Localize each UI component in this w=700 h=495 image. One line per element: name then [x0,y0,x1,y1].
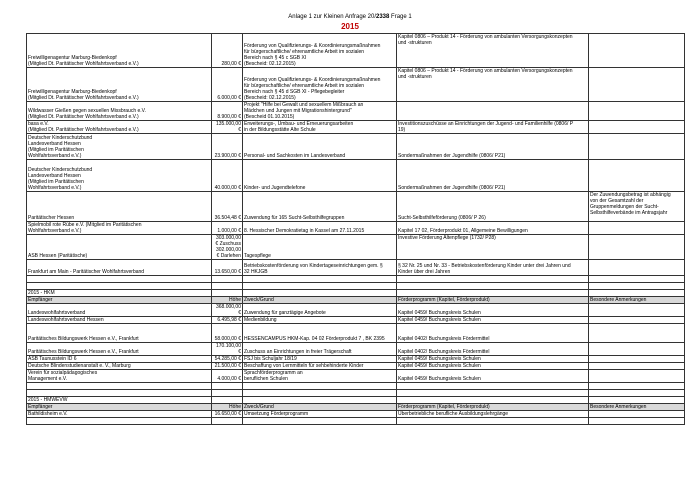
section-title: 2015 - HMWEVW [27,397,212,404]
empty-cell [589,418,685,425]
table-row [27,160,685,192]
recipient-cell: Landeswohlfahrtsverband Hessen [27,317,212,324]
program-cell: § 32 Nr. 25 und Nr. 33 - Betriebskostenförderung Kinder unter drei Jahren und Kinder über drei Jahren [397,260,589,276]
column-header-amount: Höhe [212,297,243,304]
empty-cell [589,390,685,397]
recipient-cell: Deutsche Blindenstudienanstalt e. V., Marburg [27,363,212,370]
column-header-remarks: Besondere Anmerkungen [589,404,685,411]
remarks-cell [589,411,685,418]
recipient-cell: Freiwilligenagentur Marburg-Biedenkopf (Mitglied Dt. Paritätischer Wohlfahrtsverband e.V.) [27,34,212,68]
empty-cell [589,383,685,390]
year-heading: 2015 [341,22,359,31]
amount-cell: 1.000,00 € [212,222,243,235]
remarks-cell [589,34,685,68]
empty-cell [397,276,589,283]
program-cell: Sondermaßnahmen der Jugendhilfe (0806/ P21) [397,134,589,160]
header-number: 2338 [376,14,390,20]
purpose-cell: Förderung von Qualifizierungs- & Koordinierungsmaßnahmen für bürgerschaftliche/ ehrenamtliche Arbeit im sozialen Bereich nach § 45 d SGB XI - Pflegebegleiter (Bescheid: 02.12.2015) [243,68,397,102]
empty-cell [397,390,589,397]
recipient-cell: Deutscher Kinderschutzbund Landesverband Hessen (Mitglied im Paritätischen Wohlfahrtsverband e.V.) [27,160,212,192]
remarks-cell [589,121,685,134]
empty-cell [243,383,397,390]
table-row [27,260,685,276]
table-row [27,363,685,370]
table-row [27,222,685,235]
program-cell: Kapitel 0459/ Buchungskreis Schulen [397,317,589,324]
recipient-cell: Spielmobil rote Rübe e.V. (Mitglied im Paritätischen Wohlfahrtsverband e.V.) [27,222,212,235]
header-prefix: Anlage 1 zur Kleinen Anfrage 20/ [288,14,376,20]
empty-cell [212,276,243,283]
amount-cell: 170.100,00 € [212,343,243,356]
amount-cell: 368.000,00 € [212,304,243,317]
recipient-cell: Paritätischer Hessen [27,192,212,222]
program-cell: Sucht-Selbsthilfeförderung (0806/ P 26) [397,192,589,222]
amount-cell: 303.000,00 € Zuschuss 302.000,00 € Darlehen [212,235,243,260]
program-cell: Kapitel 0459/ Buchungskreis Schulen [397,370,589,383]
amount-cell: 135.000,00 € [212,121,243,134]
funding-table [26,33,685,425]
table-row [27,102,685,121]
remarks-cell [589,356,685,363]
remarks-cell [589,222,685,235]
empty-row [27,383,685,390]
table-row [27,68,685,102]
purpose-cell: Zuschuss an Einrichtungen in freier Trägerschaft [243,343,397,356]
table-row [27,121,685,134]
hmwevw-column-header-row [27,404,685,411]
empty-cell [243,276,397,283]
purpose-cell: Personal- und Sachkosten im Landesverband [243,134,397,160]
hkm-column-header-row [27,297,685,304]
program-cell: Kapitel 0402/ Buchungskreis Fördermittel [397,343,589,356]
recipient-cell: Paritätisches Bildungswerk Hessen e.V., Frankfurt [27,343,212,356]
program-cell: Investive Förderung Altenpflege (1732/ P28) [397,235,589,260]
empty-cell [243,283,397,290]
table-row [27,324,685,343]
program-cell: Sondermaßnahmen der Jugendhilfe (0806/ P21) [397,160,589,192]
recipient-cell: Bathildisheim e.V. [27,411,212,418]
recipient-cell: Paritätisches Bildungswerk Hessen e.V., Frankfurt [27,324,212,343]
program-cell: Kapitel 0459/ Buchungskreis Schulen [397,304,589,317]
program-cell: Kapitel 0806 – Produkt 14 - Förderung von ambulanten Versorgungskonzepten und -strukturen [397,68,589,102]
purpose-cell: Umsetzung Förderprogramm [243,411,397,418]
purpose-cell: Erweiterungs-, Umbau- und Erneuerungsarbeiten in der Bildungsstätte Alte Schule [243,121,397,134]
table-row [27,134,685,160]
program-cell [397,102,589,121]
empty-row [27,276,685,283]
recipient-cell: ASB Taunusstein ID 6 [27,356,212,363]
program-cell: Kapitel 0806 – Produkt 14 - Förderung von ambulanten Versorgungskonzepten und -strukturen [397,34,589,68]
purpose-cell: Sprachförderprogramm an beruflichen Schulen [243,370,397,383]
empty-cell [212,397,243,404]
table-row [27,356,685,363]
remarks-cell [589,317,685,324]
table-row [27,235,685,260]
purpose-cell: 8. Hessischer Demokratietag in Kassel am 27.11.2015 [243,222,397,235]
column-header-program: Förderprogramm (Kapitel, Förderprodukt) [397,404,589,411]
purpose-cell: Kinder- und Jugendtelefone [243,160,397,192]
program-cell: Kapitel 0459/ Buchungskreis Schulen [397,356,589,363]
empty-cell [27,418,212,425]
table-row [27,317,685,324]
header-suffix: Frage 1 [389,14,412,20]
empty-cell [397,418,589,425]
empty-cell [212,283,243,290]
empty-cell [589,283,685,290]
amount-cell: 36.504,48 € [212,192,243,222]
recipient-cell: basa e.V. (Mitglied Dt. Paritätischer Wohlfahrtsverband e.V.) [27,121,212,134]
purpose-cell: Zuwendung für 165 Sucht-Selbsthilfegruppen [243,192,397,222]
remarks-cell [589,304,685,317]
empty-row [27,390,685,397]
column-header-remarks: Besondere Anmerkungen [589,297,685,304]
program-cell: Kapitel 17 02, Förderprodukt 01, Allgemeine Bewilligungen [397,222,589,235]
section-title: 2015 - HKM [27,290,212,297]
empty-cell [589,290,685,297]
amount-cell: 40.000,00 € [212,160,243,192]
amount-cell: 54.285,00 € [212,356,243,363]
empty-row [27,418,685,425]
program-cell: Kapitel 0459/ Buchungskreis Schulen [397,363,589,370]
amount-cell: 16.650,00 € [212,411,243,418]
recipient-cell: ASB Hessen (Paritätische) [27,235,212,260]
table-row [27,34,685,68]
purpose-cell: HESSENCAMPUS HKM-Kap. 04 02 Förderprodukt 7 , BK 2395 [243,324,397,343]
empty-cell [27,276,212,283]
program-cell: Kapitel 0402/ Buchungskreis Fördermittel [397,324,589,343]
table-row [27,304,685,317]
remarks-cell [589,134,685,160]
recipient-cell: Wildwasser Gießen gegen sexuellen Missbrauch e.V. (Mitglied Dt. Paritätischer Wohlfahrtsverband e.V.) [27,102,212,121]
purpose-cell: Betriebskostenförderung von Kindertageseinrichtungen gem. § 32 HKJGB [243,260,397,276]
remarks-cell [589,343,685,356]
column-header-recipient: Empfänger [27,404,212,411]
purpose-cell: Medienbildung [243,317,397,324]
remarks-cell [589,324,685,343]
amount-cell: 280,00 € [212,34,243,68]
column-header-recipient: Empfänger [27,297,212,304]
purpose-cell: Zuwendung für ganztägige Angebote [243,304,397,317]
column-header-amount: Höhe [212,404,243,411]
empty-cell [589,276,685,283]
recipient-cell: Freiwilligenagentur Marburg-Biedenkopf (Mitglied Dt. Paritätischer Wohlfahrtsverband e.V.) [27,68,212,102]
amount-cell: 13.650,00 € [212,260,243,276]
empty-cell [397,397,589,404]
empty-cell [27,390,212,397]
empty-cell [243,390,397,397]
remarks-cell: Der Zuwendungsbetrag ist abhängig von der Gesamtzahl der Gruppenmeldungen der Sucht- Selbsthilfeverbände im Antragsjahr [589,192,685,222]
table-row [27,192,685,222]
program-cell: Überbetriebliche berufliche Ausbildungslehrgänge [397,411,589,418]
remarks-cell [589,160,685,192]
empty-cell [212,383,243,390]
remarks-cell [589,102,685,121]
remarks-cell [589,235,685,260]
empty-cell [397,283,589,290]
empty-cell [397,383,589,390]
recipient-cell: Verein für sozialpädagogisches Management e.V. [27,370,212,383]
empty-cell [212,418,243,425]
empty-cell [212,290,243,297]
recipient-cell: Frankfurt am Main - Paritätischer Wohlfahrtsverband [27,260,212,276]
remarks-cell [589,370,685,383]
empty-cell [27,283,212,290]
purpose-cell: Tagespflege [243,235,397,260]
empty-cell [27,383,212,390]
purpose-cell: Projekt "Hilfe bei Gewalt und sexuellem Mißbrauch an Mädchen und Jungen mit Migrationshintergrund" (Bescheid 01.10.2015) [243,102,397,121]
amount-cell: 21.500,00 € [212,363,243,370]
empty-cell [397,290,589,297]
program-cell: Investitionszuschüsse an Einrichtungen der Jugend- und Familienhilfe (0806/ P 19) [397,121,589,134]
column-header-program: Förderprogramm (Kapitel, Förderprodukt) [397,297,589,304]
recipient-cell: Landeswohlfahrtsverband [27,304,212,317]
column-header-purpose: Zweck/Grund [243,297,397,304]
table-row [27,343,685,356]
amount-cell: 58.000,00 € [212,324,243,343]
empty-cell [243,418,397,425]
purpose-cell: Förderung von Qualifizierungs- & Koordinierungsmaßnahmen für bürgerschaftliche/ ehrenamtliche Arbeit im sozialen Bereich nach § 45 c SGB XI (Bescheid: 02.12.2015) [243,34,397,68]
amount-cell: 6.495,98 € [212,317,243,324]
amount-cell: 6.000,00 € [212,68,243,102]
column-header-purpose: Zweck/Grund [243,404,397,411]
amount-cell: 4.000,00 € [212,370,243,383]
table-row [27,411,685,418]
empty-cell [589,397,685,404]
recipient-cell: Deutscher Kinderschutzbund Landesverband Hessen (Mitglied im Paritätischen Wohlfahrtsverband e.V.) [27,134,212,160]
hkm-section-title-row [27,290,685,297]
document-header [0,14,700,21]
empty-row [27,283,685,290]
remarks-cell [589,363,685,370]
amount-cell: 8.900,00 € [212,102,243,121]
empty-cell [212,390,243,397]
remarks-cell [589,260,685,276]
table-row [27,370,685,383]
amount-cell: 23.900,00 € [212,134,243,160]
hmwevw-section-title-row [27,397,685,404]
purpose-cell: Beschaffung von Lernmitteln für sehbehinderte Kinder [243,363,397,370]
empty-cell [243,290,397,297]
empty-cell [243,397,397,404]
purpose-cell: FSJ bis Schuljahr 18/19 [243,356,397,363]
remarks-cell [589,68,685,102]
